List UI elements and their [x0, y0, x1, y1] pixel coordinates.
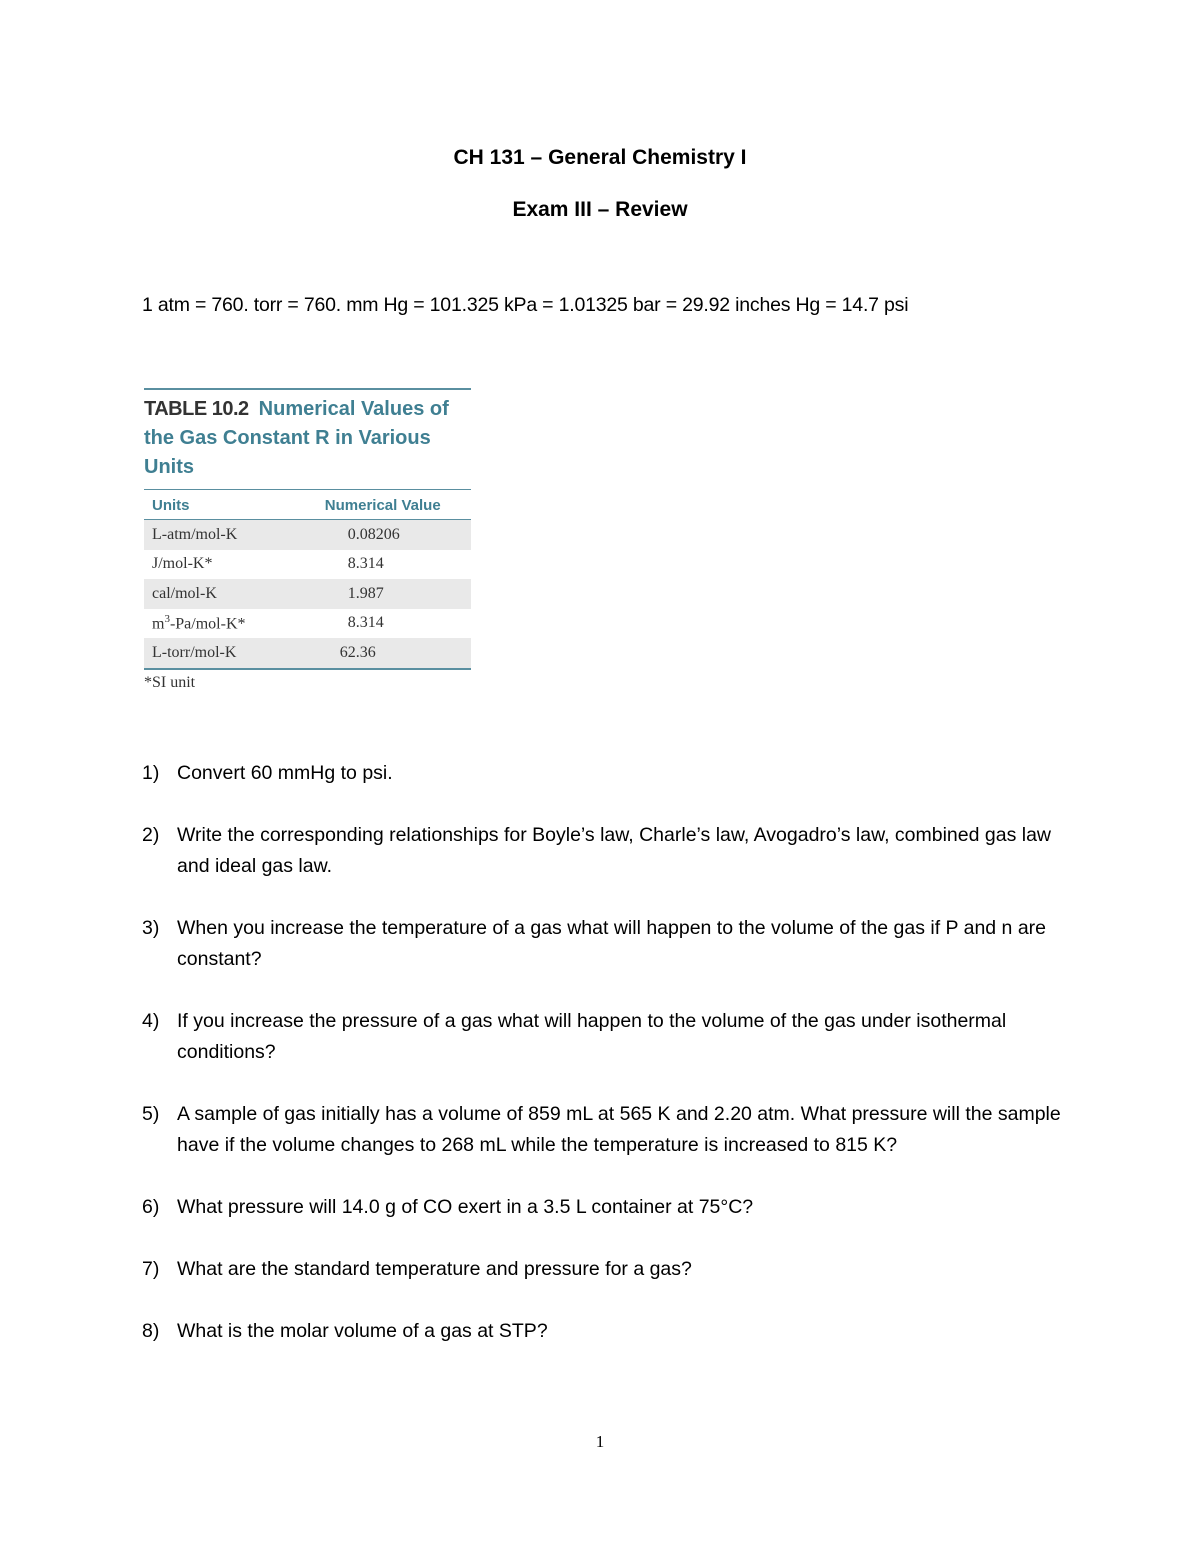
question-number: 7) — [142, 1258, 160, 1280]
table-row — [144, 638, 471, 669]
units-rest: -Pa/mol-K* — [169, 615, 246, 633]
question-list — [142, 758, 1072, 1378]
question-text: What pressure will 14.0 g of CO exert in a 3.5 L container at 75°C? — [177, 1196, 754, 1218]
table-row — [144, 520, 471, 550]
table-caption — [144, 395, 471, 482]
units-cell — [144, 609, 263, 639]
question-text: When you increase the temperature of a gas what will happen to the volume of the gas if P and n are constant? — [177, 917, 1046, 970]
question-item — [142, 1254, 1072, 1285]
question-text: A sample of gas initially has a volume of 859 mL at 565 K and 2.20 atm. What pressure will the sample have if the volume changes to 268 mL while the temperature is increased to 815 K? — [177, 1103, 1061, 1156]
value-cell: 62.36 — [263, 638, 471, 669]
question-item — [142, 1006, 1072, 1068]
question-item — [142, 1316, 1072, 1347]
course-title: CH 131 – General Chemistry I — [453, 146, 747, 169]
question-item — [142, 758, 1072, 789]
question-number: 2) — [142, 824, 160, 846]
table-row — [144, 550, 471, 580]
question-number: 1) — [142, 762, 160, 784]
gas-constant-table-figure — [144, 388, 471, 692]
table-caption-text: Numerical Values of the Gas Constant R in Various Units — [144, 398, 449, 478]
value-cell: 8.314 — [347, 614, 384, 632]
question-text: If you increase the pressure of a gas what will happen to the volume of the gas under isothermal conditions? — [177, 1010, 1007, 1063]
value-cell: 0.08206 — [263, 520, 471, 550]
question-text: Write the corresponding relationships for Boyle’s law, Charle’s law, Avogadro’s law, combined gas law and ideal gas law. — [177, 824, 1052, 877]
exam-title: Exam III – Review — [512, 198, 688, 221]
value-cell: 1.987 — [263, 579, 471, 609]
question-number: 5) — [142, 1103, 160, 1125]
question-text: What is the molar volume of a gas at STP? — [177, 1320, 548, 1342]
table-row — [144, 579, 471, 609]
question-number: 6) — [142, 1196, 160, 1218]
gas-constant-table — [144, 489, 471, 670]
pressure-equivalence: 1 atm = 760. torr = 760. mm Hg = 101.325 kPa = 1.01325 bar = 29.92 inches Hg = 14.7 psi — [142, 294, 909, 316]
units-cell: L-torr/mol-K — [144, 638, 263, 669]
question-number: 8) — [142, 1320, 160, 1342]
units-cell: L-atm/mol-K — [144, 520, 263, 550]
units-base: m — [152, 615, 165, 633]
question-item — [142, 1192, 1072, 1223]
question-number: 4) — [142, 1010, 160, 1032]
value-cell: 8.314 — [347, 555, 384, 573]
units-cell: J/mol-K* — [152, 555, 213, 573]
table-top-rule — [144, 388, 471, 390]
question-text: Convert 60 mmHg to psi. — [177, 762, 393, 784]
table-header-row — [144, 490, 471, 520]
units-superscript: 3 — [164, 613, 170, 626]
question-item — [142, 1099, 1072, 1161]
column-header-units: Units — [152, 497, 190, 514]
question-item — [142, 913, 1072, 975]
table-number: TABLE 10.2 — [144, 398, 249, 420]
question-item — [142, 820, 1072, 882]
question-text: What are the standard temperature and pressure for a gas? — [177, 1258, 692, 1280]
units-cell: cal/mol-K — [144, 579, 263, 609]
table-row — [144, 609, 471, 639]
column-header-value: Numerical Value — [324, 497, 441, 514]
question-number: 3) — [142, 917, 160, 939]
table-footnote: *SI unit — [144, 673, 196, 691]
page-number: 1 — [595, 1432, 605, 1451]
